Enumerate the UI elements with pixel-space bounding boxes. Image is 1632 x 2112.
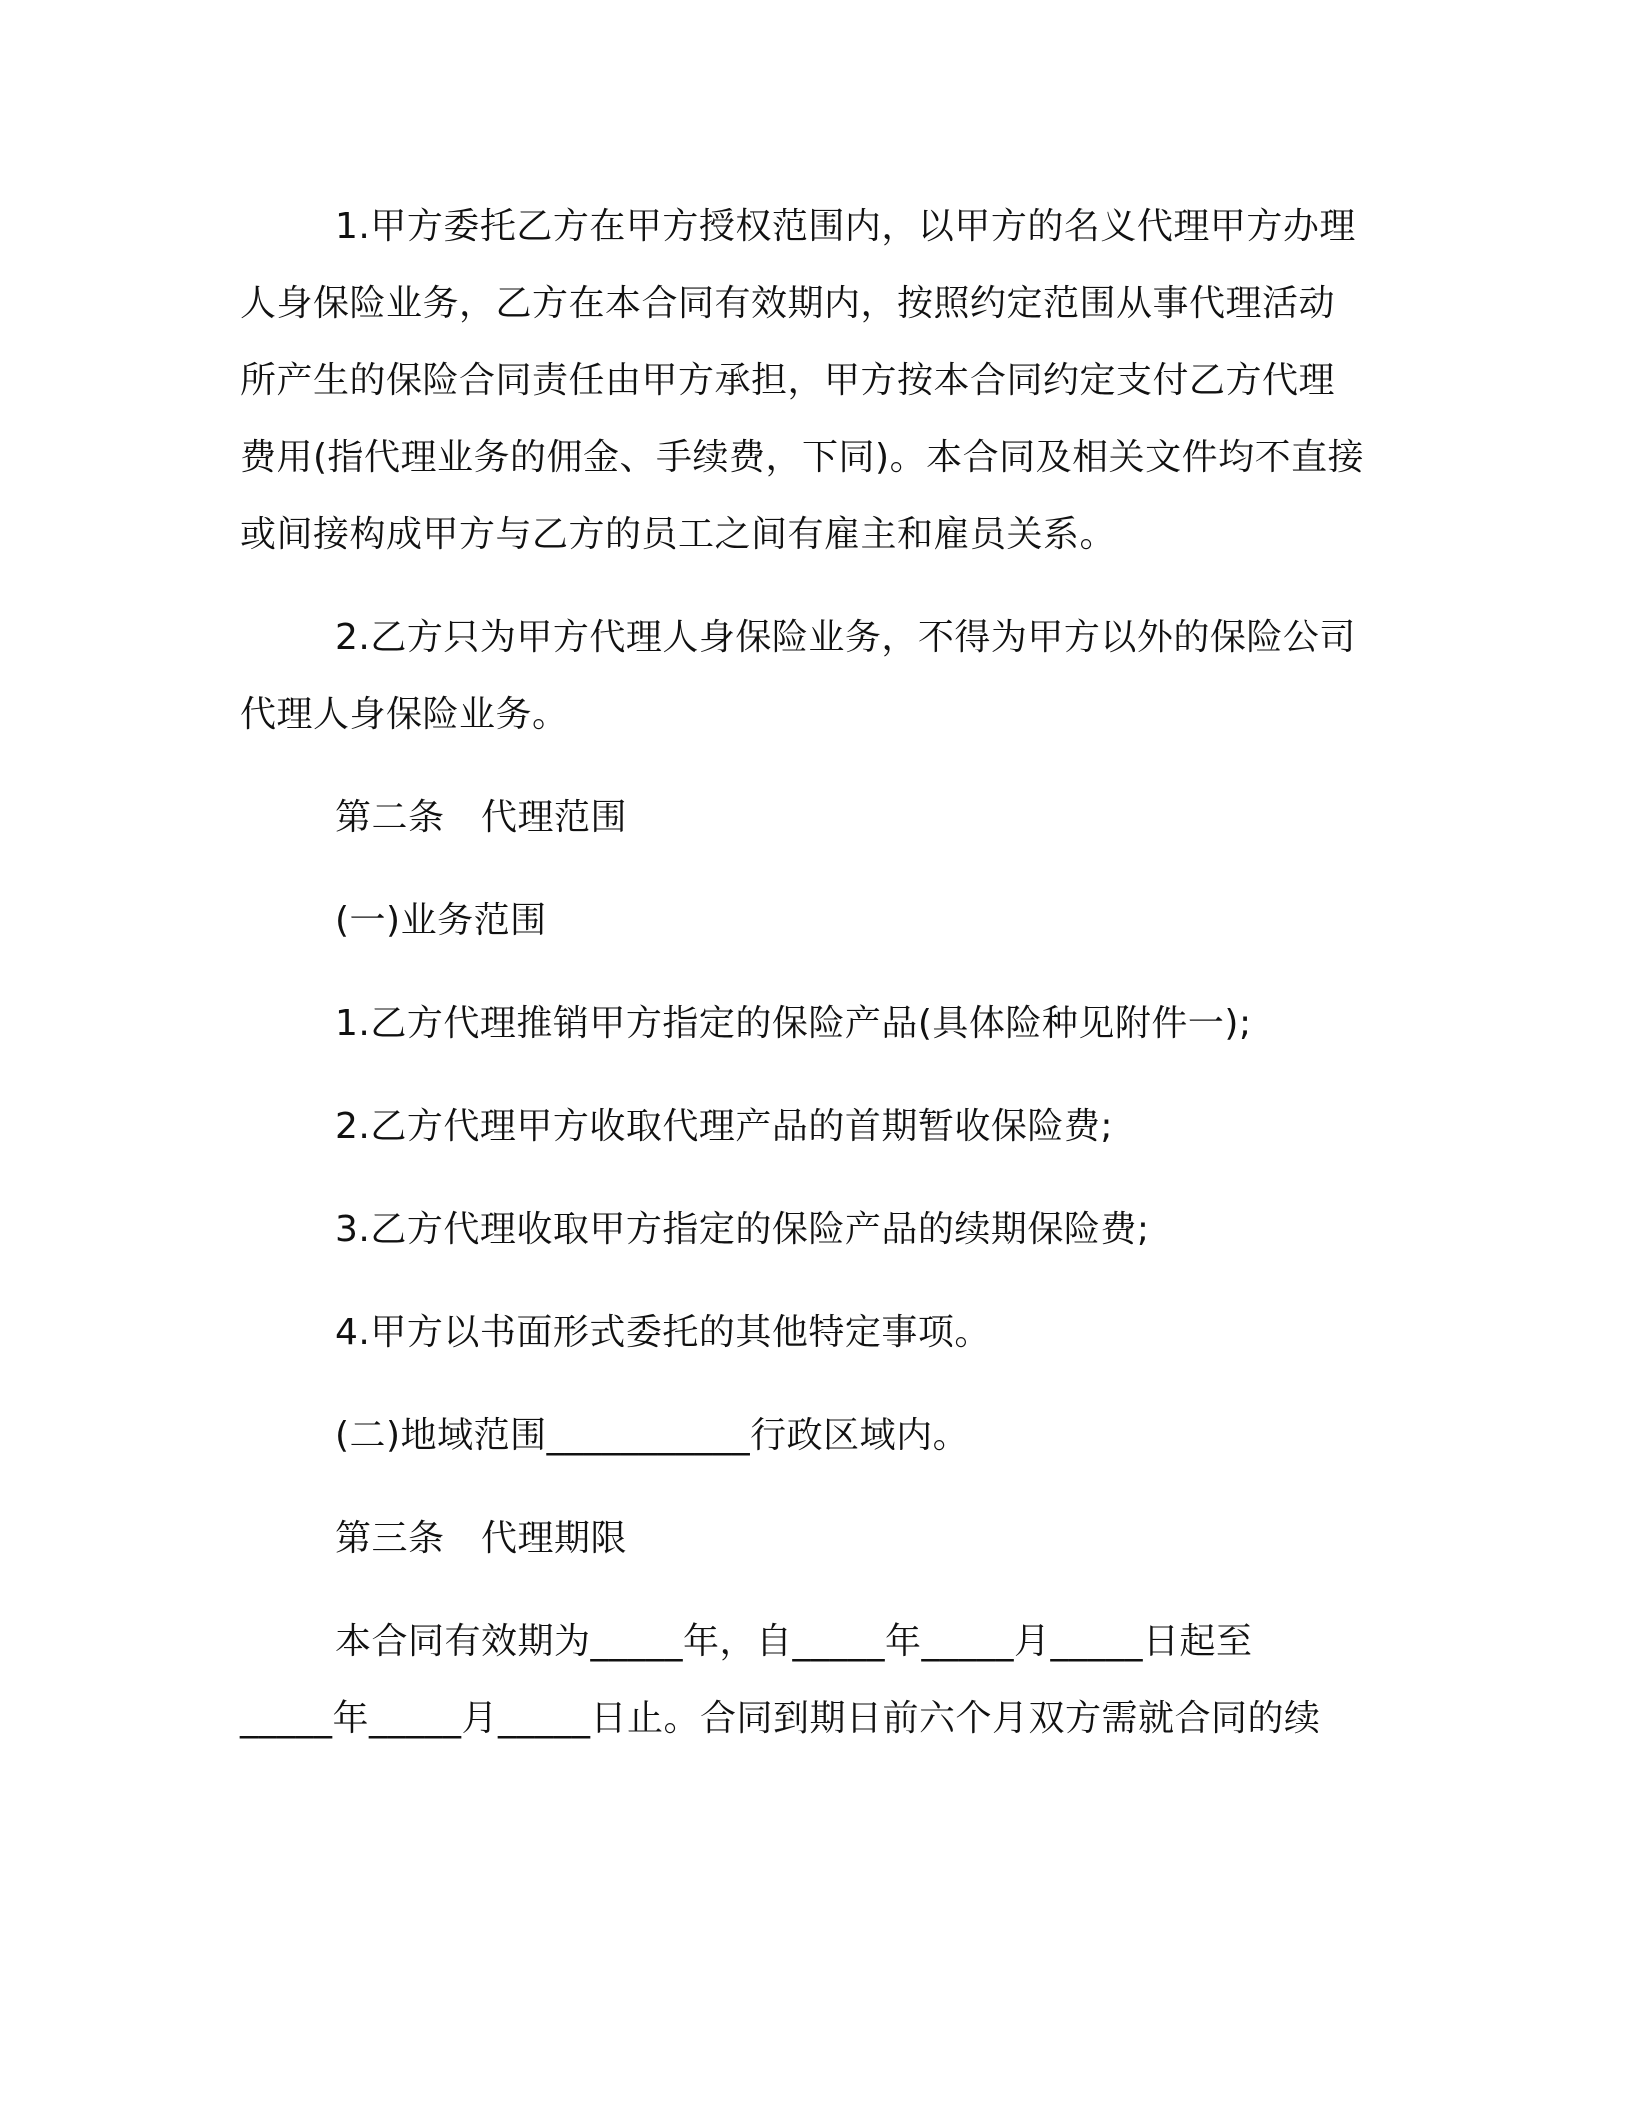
article-2-heading xyxy=(240,779,1400,856)
text-line: 2.乙方只为甲方代理人身保险业务，不得为甲方以外的保险公司 xyxy=(335,617,1356,658)
text-line: 本合同有效期为_____年，自_____年_____月_____日起至 xyxy=(335,1621,1253,1662)
text-line: 代理人身保险业务。 xyxy=(240,694,569,735)
paragraph-clause-1-1 xyxy=(240,188,1400,573)
heading-text: 第三条 代理期限 xyxy=(335,1518,628,1559)
text-line: 3.乙方代理收取甲方指定的保险产品的续期保险费; xyxy=(335,1209,1150,1250)
section-business-scope-heading xyxy=(240,882,1400,959)
term-paragraph xyxy=(240,1603,1400,1757)
text-line: 费用(指代理业务的佣金、手续费，下同)。本合同及相关文件均不直接 xyxy=(240,437,1365,478)
heading-text: (一)业务范围 xyxy=(335,900,547,941)
text-line: (二)地域范围___________行政区域内。 xyxy=(335,1415,970,1456)
paragraph-clause-1-2 xyxy=(240,599,1400,753)
scope-item-3 xyxy=(240,1191,1400,1268)
text-line: 4.甲方以书面形式委托的其他特定事项。 xyxy=(335,1312,991,1353)
text-line: 1.乙方代理推销甲方指定的保险产品(具体险种见附件一); xyxy=(335,1003,1252,1044)
scope-item-1 xyxy=(240,985,1400,1062)
scope-item-2 xyxy=(240,1088,1400,1165)
section-region-scope xyxy=(240,1397,1400,1474)
document-page xyxy=(240,188,1400,1783)
scope-item-4 xyxy=(240,1294,1400,1371)
text-line: 1.甲方委托乙方在甲方授权范围内，以甲方的名义代理甲方办理 xyxy=(335,206,1356,247)
heading-text: 第二条 代理范围 xyxy=(335,797,628,838)
text-line: 人身保险业务，乙方在本合同有效期内，按照约定范围从事代理活动 xyxy=(240,283,1336,324)
text-line: 所产生的保险合同责任由甲方承担，甲方按本合同约定支付乙方代理 xyxy=(240,360,1336,401)
text-line: 或间接构成甲方与乙方的员工之间有雇主和雇员关系。 xyxy=(240,514,1117,555)
text-line: _____年_____月_____日止。合同到期日前六个月双方需就合同的续 xyxy=(240,1698,1321,1739)
article-3-heading xyxy=(240,1500,1400,1577)
text-line: 2.乙方代理甲方收取代理产品的首期暂收保险费; xyxy=(335,1106,1113,1147)
